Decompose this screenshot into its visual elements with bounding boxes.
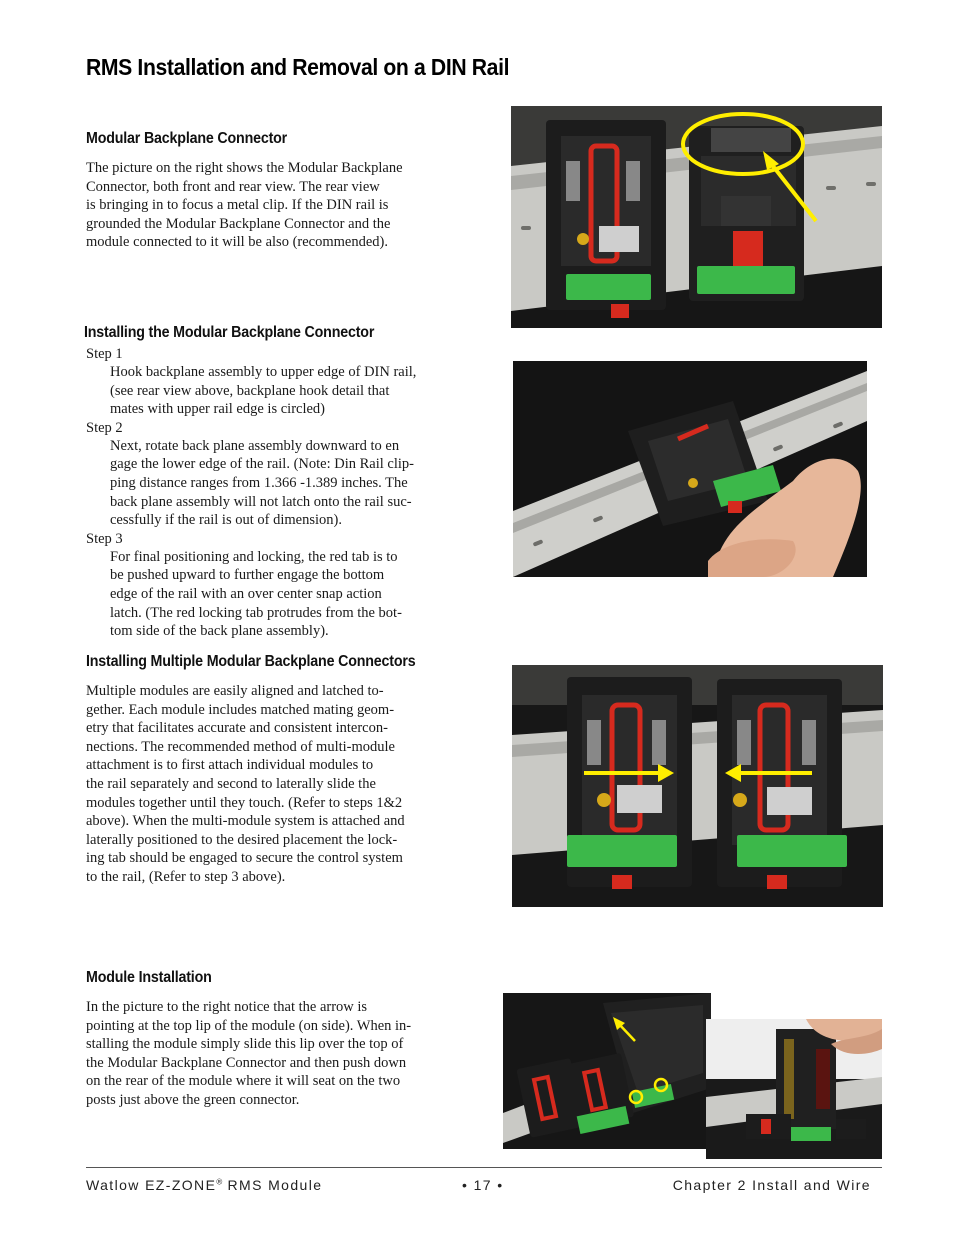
step-2-body [86,437,496,530]
text-line: above). When the multi-module system is attached and [86,813,405,830]
footer-divider [86,1167,882,1168]
text-line: pointing at the top lip of the module (on side). When in- [86,1017,412,1034]
registered-mark: ® [216,1177,223,1187]
photo-module-seating [706,1019,882,1159]
heading-module-installation: Module Installation [86,969,212,986]
text-line: is bringing in to focus a metal clip. If the DIN rail is [86,197,389,214]
text-line: laterally positioned to the desired placement the lock- [86,831,398,848]
text-line: the Modular Backplane Connector and then push down [86,1054,407,1071]
text-line: (see rear view above, backplane hook detail that [110,382,390,399]
text-line: The picture on the right shows the Modular Backplane [86,160,403,176]
text-line: grounded the Modular Backplane Connector and the [86,215,391,232]
text-line: edge of the rail with an over center snap action [110,585,382,602]
text-line: modules together until they touch. (Refer to steps 1&2 [86,794,403,811]
heading-installing-backplane: Installing the Modular Backplane Connector [84,324,375,341]
text-line: stalling the module simply slide this lip over the top of [86,1036,404,1053]
step-2-label: Step 2 [86,419,123,436]
footer-product-suffix: RMS Module [222,1177,323,1193]
step-list [86,345,496,641]
text-line: Hook backplane assembly to upper edge of DIN rail, [110,364,417,380]
text-line: mates with upper rail edge is circled) [110,401,326,418]
step-1-body [86,363,496,419]
text-line: Multiple modules are easily aligned and latched to- [86,683,384,699]
footer-chapter: Chapter 2 Install and Wire [672,1177,871,1193]
text-line: on the rear of the module where it will seat on the two [86,1073,401,1090]
step-1-label: Step 1 [86,346,123,362]
text-line: etry that facilitates accurate and consistent intercon- [86,720,388,737]
text-line: back plane assembly will not latch onto the rail suc- [110,493,412,510]
photo-module-lip [503,993,711,1149]
heading-modular-backplane: Modular Backplane Connector [86,130,288,147]
text-line: Next, rotate back plane assembly downward to en [110,437,400,454]
text-line: gether. Each module includes matched mating geom- [86,701,395,718]
footer-page-number: • 17 • [462,1177,504,1193]
photo-multiple-backplanes [512,665,883,907]
text-line: nections. The recommended method of multi-module [86,738,395,755]
text-line: latch. (The red locking tab protrudes from the bot- [110,604,402,621]
text-line: the rail separately and second to laterally slide the [86,775,376,792]
footer-product [86,1177,322,1193]
text-line: For final positioning and locking, the red tab is to [110,548,398,565]
text-line: In the picture to the right notice that the arrow is [86,999,368,1015]
heading-multiple-backplanes: Installing Multiple Modular Backplane Connectors [86,653,416,670]
paragraph-multiple-backplanes [86,682,496,887]
footer-product-prefix: Watlow EZ-ZONE [86,1177,217,1193]
text-line: posts just above the green connector. [86,1091,300,1108]
paragraph-modular-backplane [86,159,496,252]
text-line: attachment is to first attach individual modules to [86,757,374,774]
text-line: module connected to it will be also (recommended). [86,234,388,251]
paragraph-module-installation [86,998,496,1110]
text-line: be pushed upward to further engage the bottom [110,567,385,584]
text-line: Connector, both front and rear view. The rear view [86,178,380,195]
text-line: tom side of the back plane assembly). [110,623,329,640]
photo-hooking-backplane [513,361,867,577]
text-line: to the rail, (Refer to step 3 above). [86,868,286,885]
step-3-body [86,548,496,641]
photo-backplane-front-rear [511,106,882,328]
text-line: cessfully if the rail is out of dimension). [110,512,342,529]
text-line: ing tab should be engaged to secure the control system [86,850,403,867]
step-3-label: Step 3 [86,530,123,547]
text-line: gage the lower edge of the rail. (Note: Din Rail clip- [110,456,414,473]
text-line: ping distance ranges from 1.366 -1.389 inches. The [110,474,408,491]
page-title: RMS Installation and Removal on a DIN Rail [86,54,510,80]
